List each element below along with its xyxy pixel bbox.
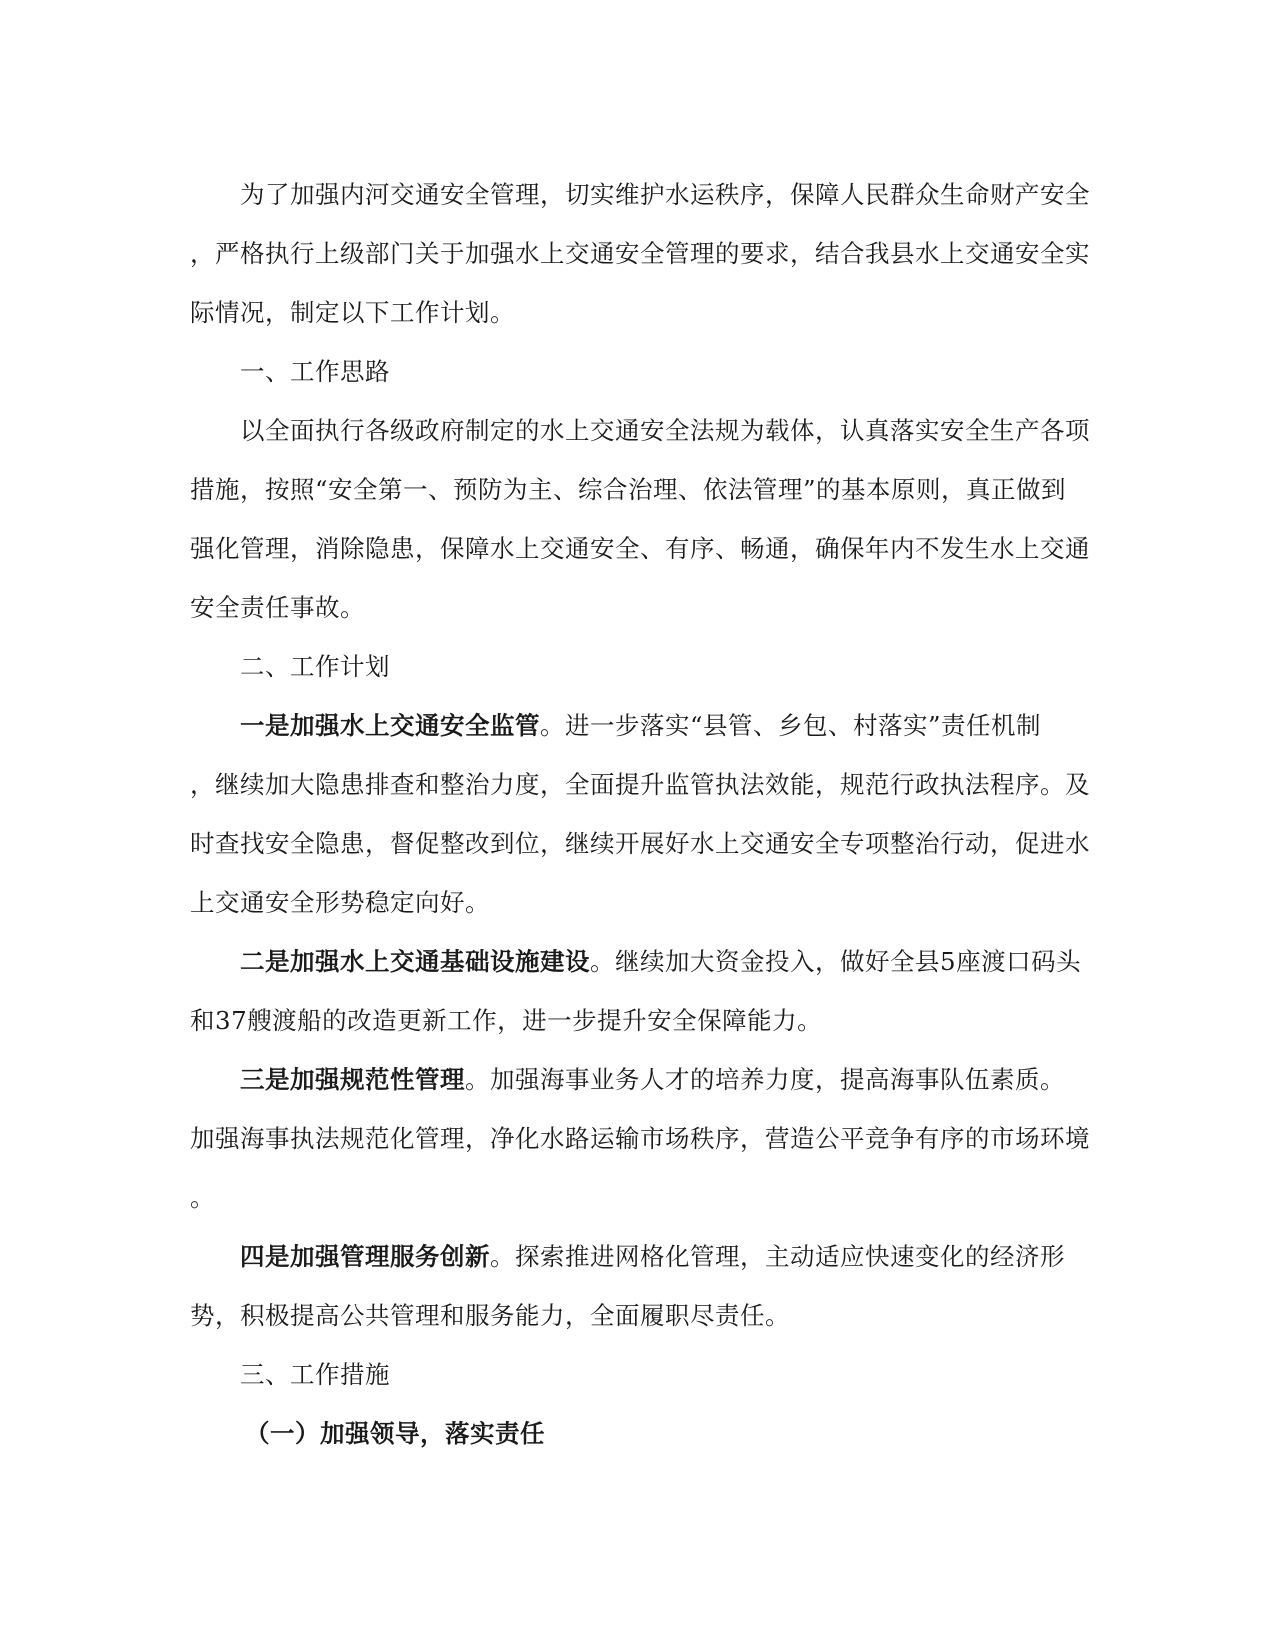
- document-body: [190, 165, 1090, 1463]
- item1-line-3: 时查找安全隐患，督促整改到位，继续开展好水上交通安全专项整治行动，促进水: [190, 829, 1090, 858]
- section1-line-3: 强化管理，消除隐患，保障水上交通安全、有序、畅通，确保年内不发生水上交通: [190, 534, 1090, 563]
- item3-first-line: [190, 1050, 1085, 1109]
- item3-line-2: 加强海事执法规范化管理，净化水路运输市场秩序，营造公平竞争有序的市场环境: [190, 1124, 1090, 1153]
- item4-first-line: [190, 1227, 1085, 1286]
- item1-line-4: 上交通安全形势稳定向好。: [190, 888, 490, 917]
- intro-line-1: 为了加强内河交通安全管理，切实维护水运秩序，保障人民群众生命财产安全: [240, 180, 1090, 209]
- item3-bold-lead: 三是加强规范性管理: [240, 1065, 465, 1094]
- item1-first-line: [190, 696, 1085, 755]
- item4-bold-lead: 四是加强管理服务创新: [240, 1242, 490, 1271]
- subsection-heading-1: （一）加强领导，落实责任: [245, 1419, 545, 1448]
- intro-line-3: 际情况，制定以下工作计划。: [190, 298, 515, 327]
- item1-bold-lead: 一是加强水上交通安全监管: [240, 711, 540, 740]
- section1-line-2: 措施，按照“安全第一、预防为主、综合治理、依法管理”的基本原则，真正做到: [190, 475, 1067, 504]
- item2-lead-rest: 。继续加大资金投入，做好全县5座渡口码头: [590, 947, 1082, 976]
- item3-lead-rest: 。加强海事业务人才的培养力度，提高海事队伍素质。: [465, 1065, 1065, 1094]
- item2-line-2: 和37艘渡船的改造更新工作，进一步提升安全保障能力。: [190, 1006, 823, 1035]
- section1-line-1: 以全面执行各级政府制定的水上交通安全法规为载体，认真落实安全生产各项: [240, 416, 1090, 445]
- item2-first-line: [190, 932, 1085, 991]
- section-heading-1: 一、工作思路: [240, 357, 390, 386]
- section1-line-4: 安全责任事故。: [190, 593, 365, 622]
- item2-bold-lead: 二是加强水上交通基础设施建设: [240, 947, 590, 976]
- section-heading-3: 三、工作措施: [240, 1360, 390, 1389]
- item4-line-2: 势，积极提高公共管理和服务能力，全面履职尽责任。: [190, 1301, 790, 1330]
- item4-lead-rest: 。探索推进网格化管理，主动适应快速变化的经济形: [490, 1242, 1065, 1271]
- section-heading-2: 二、工作计划: [240, 652, 390, 681]
- item1-lead-rest: 。进一步落实“县管、乡包、村落实”责任机制: [540, 711, 1042, 740]
- item1-line-2: ，继续加大隐患排查和整治力度，全面提升监管执法效能，规范行政执法程序。及: [190, 770, 1090, 799]
- intro-line-2: ，严格执行上级部门关于加强水上交通安全管理的要求，结合我县水上交通安全实: [190, 239, 1090, 268]
- item3-line-3: 。: [190, 1183, 215, 1212]
